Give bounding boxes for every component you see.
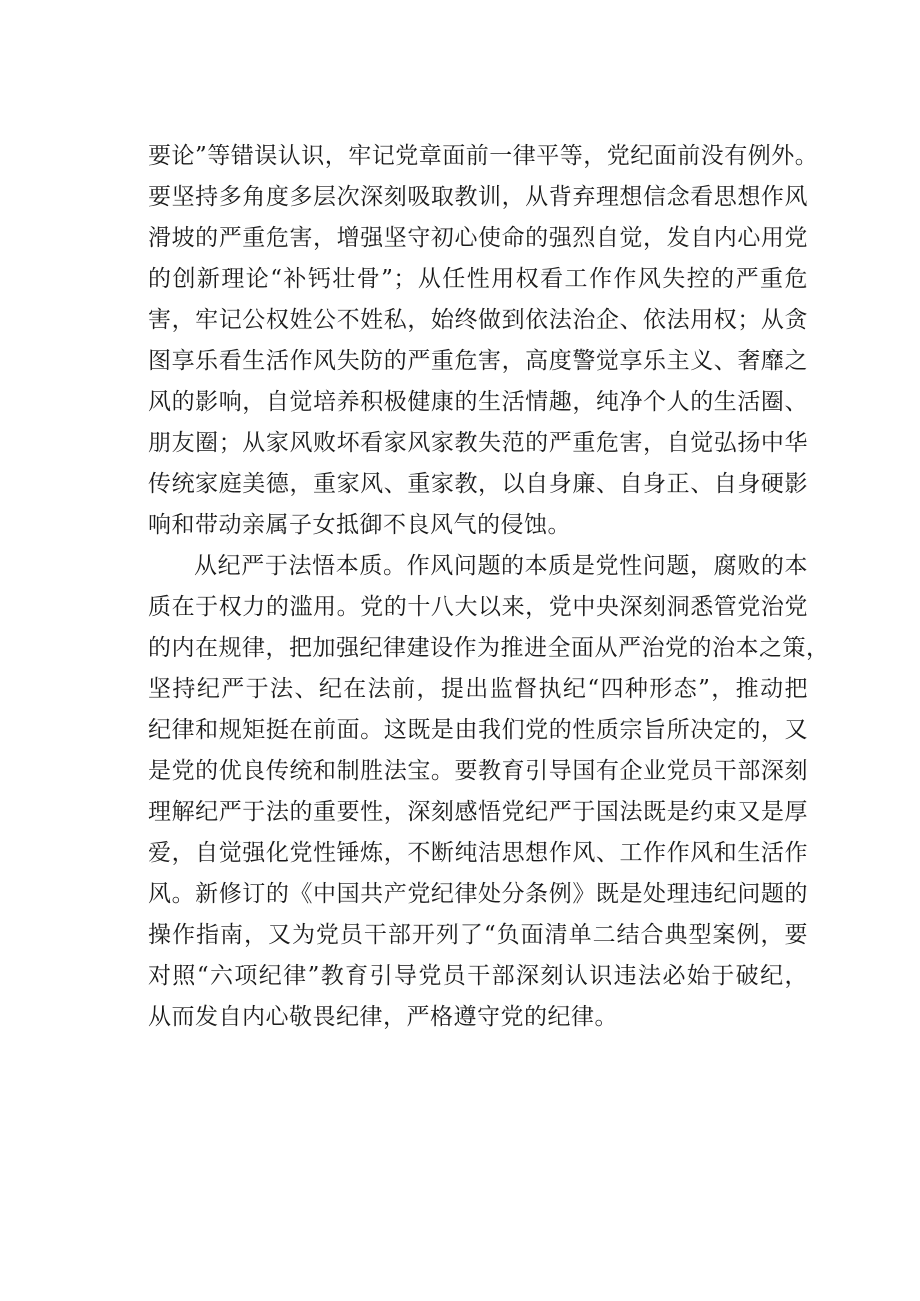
text-line: 是党的优良传统和制胜法宝。要教育引导国有企业党员干部深刻 xyxy=(148,758,808,784)
paragraph-2 xyxy=(148,546,830,1038)
text-line: 从而发自内心敬畏纪律，严格遵守党的纪律。 xyxy=(148,1004,618,1030)
text-line: 操作指南，又为党员干部开列了“负面清单二结合典型案例，要 xyxy=(148,922,808,948)
text-line: 风的影响，自觉培养积极健康的生活情趣，纯净个人的生活圈、 xyxy=(148,389,808,415)
text-line: 风。新修订的《中国共产党纪律处分条例》既是处理违纪问题的 xyxy=(148,881,808,907)
text-line: 从纪严于法悟本质。作风问题的本质是党性问题，腐败的本 xyxy=(194,553,808,579)
document-body xyxy=(148,136,830,1038)
text-line: 要论”等错误认识，牢记党章面前一律平等，党纪面前没有例外。 xyxy=(148,143,819,169)
text-line: 质在于权力的滥用。党的十八大以来，党中央深刻洞悉管党治党 xyxy=(148,594,808,620)
text-line: 传统家庭美德，重家风、重家教，以自身廉、自身正、自身硬影 xyxy=(148,471,808,497)
text-line: 响和带动亲属子女抵御不良风气的侵蚀。 xyxy=(148,512,571,538)
text-line: 要坚持多角度多层次深刻吸取教训，从背弃理想信念看思想作风 xyxy=(148,184,808,210)
text-line: 对照“六项纪律”教育引导党员干部深刻认识违法必始于破纪， xyxy=(148,963,808,989)
paragraph-1 xyxy=(148,136,819,546)
text-line: 害，牢记公权姓公不姓私，始终做到依法治企、依法用权；从贪 xyxy=(148,307,808,333)
text-line: 坚持纪严于法、纪在法前，提出监督执纪“四种形态”，推动把 xyxy=(148,676,808,702)
text-line: 理解纪严于法的重要性，深刻感悟党纪严于国法既是约束又是厚 xyxy=(148,799,808,825)
text-line: 朋友圈；从家风败坏看家风家教失范的严重危害，自觉弘扬中华 xyxy=(148,430,808,456)
text-line: 图享乐看生活作风失防的严重危害，高度警觉享乐主义、奢靡之 xyxy=(148,348,808,374)
text-line: 纪律和规矩挺在前面。这既是由我们党的性质宗旨所决定的，又 xyxy=(148,717,808,743)
text-line: 的创新理论“补钙壮骨”；从任性用权看工作作风失控的严重危 xyxy=(148,266,808,292)
text-line: 爱，自觉强化党性锤炼，不断纯洁思想作风、工作作风和生活作 xyxy=(148,840,808,866)
text-line: 滑坡的严重危害，增强坚守初心使命的强烈自觉，发自内心用党 xyxy=(148,225,808,251)
text-line: 的内在规律，把加强纪律建设作为推进全面从严治党的治本之策， xyxy=(148,635,830,661)
